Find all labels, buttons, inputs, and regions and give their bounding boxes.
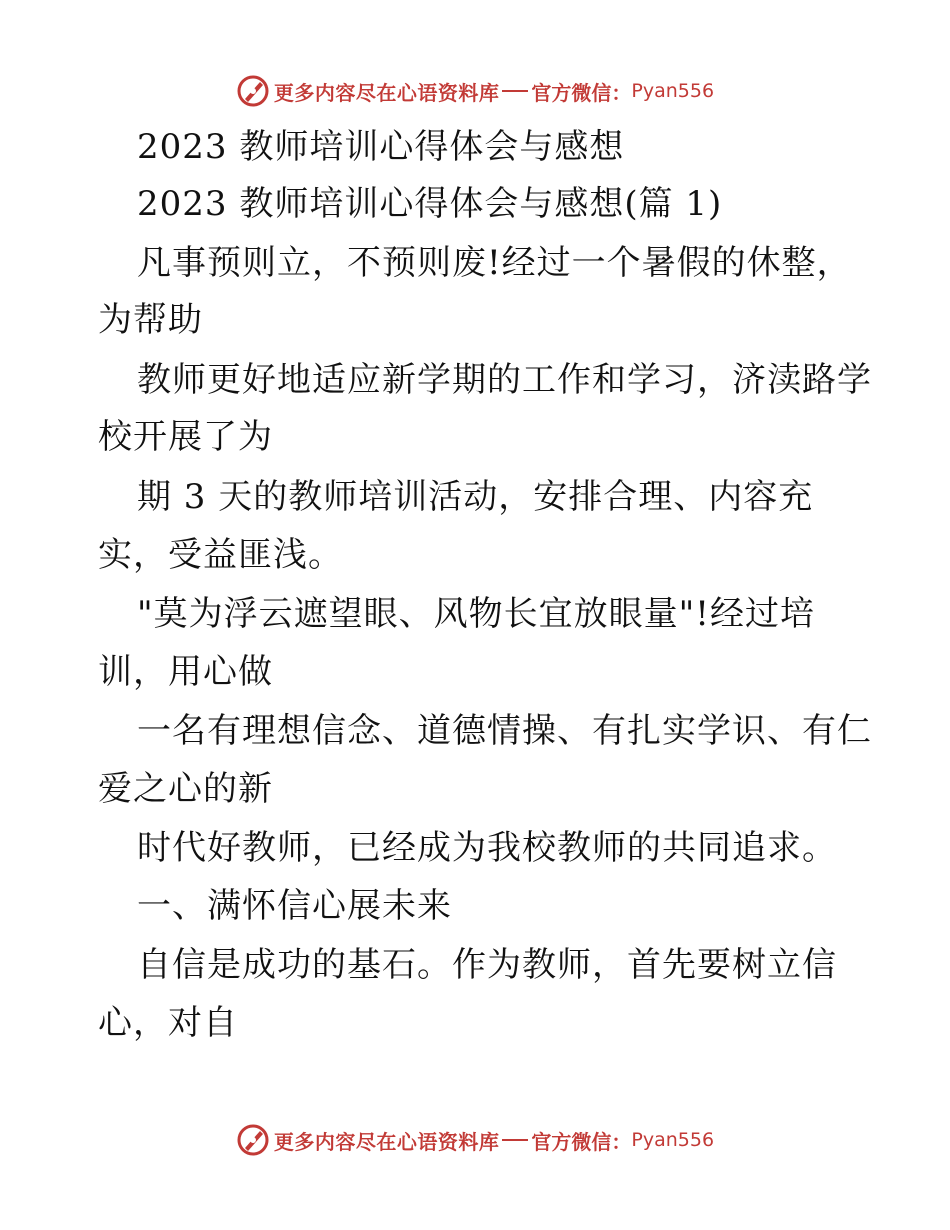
- section-heading: 一、满怀信心展未来: [137, 886, 452, 926]
- body-line: 自信是成功的基石。作为教师，首先要树立信: [137, 945, 837, 985]
- banner-dash: [502, 1139, 528, 1141]
- pen-logo-icon: [236, 1123, 270, 1157]
- banner-wechat-id: Pyan556: [631, 80, 715, 102]
- pen-logo-icon: [236, 74, 270, 108]
- banner-site-text: 更多内容尽在心语资料库: [273, 80, 500, 105]
- body-line: 心，对自: [98, 1003, 238, 1043]
- banner-wechat-id: Pyan556: [631, 1129, 715, 1151]
- body-line: 一名有理想信念、道德情操、有扎实学识、有仁: [137, 711, 872, 751]
- body-line: 为帮助: [98, 300, 203, 340]
- body-line: 教师更好地适应新学期的工作和学习，济渎路学: [137, 360, 872, 400]
- body-line: 时代好教师，已经成为我校教师的共同追求。: [137, 828, 837, 868]
- body-line: 实，受益匪浅。: [98, 535, 343, 575]
- body-line: 期 3 天的教师培训活动，安排合理、内容充: [137, 477, 814, 517]
- banner-official-text: 官方微信：: [531, 80, 632, 105]
- document-title: 2023 教师培训心得体会与感想: [137, 127, 625, 167]
- header-banner: [0, 71, 950, 111]
- banner-dash: [502, 90, 528, 92]
- banner-official-text: 官方微信：: [531, 1129, 632, 1154]
- document-subtitle: 2023 教师培训心得体会与感想(篇 1): [137, 184, 723, 224]
- body-line: 爱之心的新: [98, 769, 273, 809]
- body-line: 训，用心做: [98, 652, 273, 692]
- body-line: "莫为浮云遮望眼、风物长宜放眼量"!经过培: [137, 594, 815, 634]
- body-line: 凡事预则立，不预则废!经过一个暑假的休整，: [137, 243, 852, 283]
- footer-banner: [0, 1120, 950, 1160]
- banner-site-text: 更多内容尽在心语资料库: [273, 1129, 500, 1154]
- body-line: 校开展了为: [98, 417, 273, 457]
